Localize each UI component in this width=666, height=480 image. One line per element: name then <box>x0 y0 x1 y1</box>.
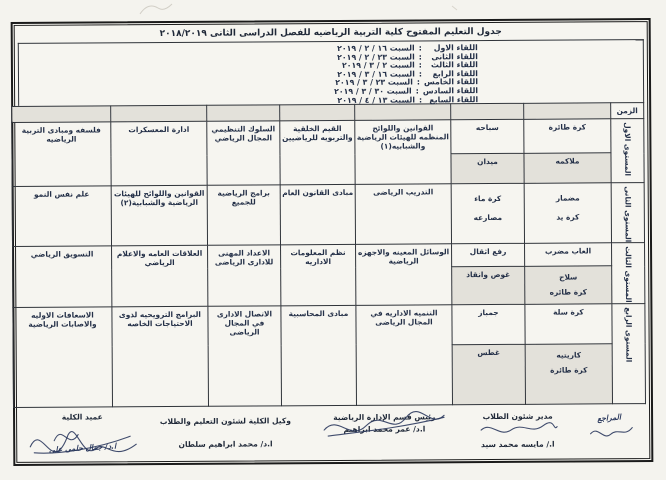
sport-cell: جمباز <box>452 304 525 344</box>
subject-cell: برامج الرياضية للجميع <box>207 185 280 246</box>
meeting-date-line: اللقاء الخامس:السبت ٢٣ / ٣ / ٢٠١٩ <box>335 77 479 88</box>
meeting-label: اللقاء السادس <box>422 86 479 96</box>
signature-title: وكيل الكلية لشئون التعليم والطلاب <box>159 415 291 426</box>
meeting-dates-panel <box>18 39 644 106</box>
header-cell <box>111 105 207 122</box>
level-4-label: المستوى الرابع <box>612 303 646 403</box>
subject-cell: الاسعافات الاوليه والاصابات الرياضية <box>13 306 113 407</box>
signature-name: ا.د/ عمر محمد ابراهيم <box>343 424 426 434</box>
signature-name: ا.د/ جمال حلمى على <box>48 441 117 455</box>
sport-cell: غوص وانقاذ <box>452 266 525 304</box>
header-cell <box>451 103 524 119</box>
signature-title: مدير شئون الطلاب <box>482 411 553 421</box>
meeting-date-line: اللقاء السادس:السبت ٣٠ / ٣ / ٢٠١٩ <box>334 86 479 96</box>
subject-cell: نظم المعلومات الاداريه <box>281 244 356 305</box>
signature-name: ا.د/ محمد ابراهيم سلطان <box>178 438 273 449</box>
subject-cell: التسويق الرياضي <box>13 246 112 307</box>
header-cell <box>524 103 611 120</box>
header-cell <box>12 106 111 123</box>
meeting-date: السبت ١٦ / ٣ / ٢٠١٩ <box>337 69 415 79</box>
meeting-date: السبت ٣٠ / ٣ / ٢٠١٩ <box>334 86 412 96</box>
meeting-date-line: اللقاء الرابع:السبت ١٦ / ٣ / ٢٠١٩ <box>337 68 479 79</box>
signature-scribble <box>475 420 561 435</box>
signature-dean <box>24 412 141 453</box>
meeting-label: اللقاء السابع <box>429 94 479 104</box>
signature-department-head <box>316 412 452 434</box>
signatures-row <box>20 404 646 480</box>
signature-scribble <box>583 420 636 440</box>
signature-vice-dean <box>142 416 308 449</box>
sport-cell: مضمار كرة يد <box>524 183 611 244</box>
sport-cell: سباحه <box>451 119 524 153</box>
sport-cell: ملاكمه <box>524 153 611 184</box>
page-title: جدول التعليم المفتوح كلية التربية الرياضيه للفصل الدراسى الثانى ٢٠١٨/٢٠١٩ <box>159 26 502 40</box>
level-1-row <box>12 119 644 157</box>
meeting-date: السبت ٢٣ / ٣ / ٢٠١٩ <box>335 77 413 88</box>
meeting-date: السبت ٢٣ / ٢ / ٢٠١٩ <box>337 52 415 62</box>
subject-cell: التنميه الاداريه في المجال الرياضى <box>356 304 453 405</box>
subject-cell: القوانين واللوائح المنظمه للهيئات الرياضية والشبابيه(١) <box>355 120 451 185</box>
sport-cell: كرة سلة <box>525 303 612 344</box>
meeting-date-line: اللقاء السابع:السبت ١٣ / ٤ / ٢٠١٩ <box>337 94 479 105</box>
sport-cell: غطس <box>452 344 525 404</box>
schedule-table <box>11 102 646 407</box>
subject-cell: البرامج الترويحيه لذوى الاحتياجات الخاصه <box>112 306 209 407</box>
subject-cell: السلوك التنظيمي المجال الرياضي <box>207 121 280 185</box>
subject-cell: القوانين واللوائح للهيئات الرياضية والشبابية(٢) <box>111 185 207 246</box>
subject-cell: فلسفه ومبادى التربية الرياضيه <box>12 122 111 187</box>
meeting-label: اللقاء الخامس <box>423 77 479 87</box>
level-2-label: المستوى الثانى <box>611 183 644 243</box>
subject-cell: التدريب الرياضى <box>355 184 451 245</box>
signature-title: رئيس قسم الإدارة الرياضية <box>333 411 436 422</box>
sport-cell: سلاح كرة طائره <box>525 266 612 304</box>
sport-cell: العاب مضرب <box>525 243 612 266</box>
subject-cell: ادارة المعسكرات <box>111 121 207 186</box>
sport-cell: كاريتيه كرة طائرة <box>525 343 612 404</box>
header-cell <box>355 104 451 121</box>
meeting-date-line: اللقاء الثانى:السبت ٢٣ / ٢ / ٢٠١٩ <box>337 51 478 62</box>
meeting-date: السبت ٢ / ٣ / ٢٠١٩ <box>341 60 415 71</box>
page-border <box>11 18 654 466</box>
sport-cell: رفع اثقال <box>452 243 525 266</box>
meeting-date: السبت ١٣ / ٤ / ٢٠١٩ <box>337 95 416 105</box>
signature-reviewer <box>578 411 641 443</box>
subject-cell: الاعداد المهنى للادارى الرياضى <box>208 245 281 306</box>
subject-cell: مبادى المحاسبية <box>281 305 357 405</box>
sport-cell: كرة ماء مصارعه <box>451 183 524 244</box>
meeting-date-line: اللقاء الاول:السبت ١٦ / ٢ / ٢٠١٩ <box>337 43 478 53</box>
signature-student-affairs <box>462 411 573 449</box>
meeting-label: اللقاء الاول <box>433 43 478 53</box>
subject-cell: علم نفس النمو <box>12 186 111 247</box>
signature-title: عميد الكلية <box>61 412 103 422</box>
signature-name: ا./ مايسه محمد سيد <box>481 439 555 449</box>
header-cell <box>207 105 280 121</box>
sport-cell: ميدان <box>451 153 524 183</box>
level-3-label: المستوى الثالث <box>612 243 645 304</box>
meeting-label: اللقاء الثانى <box>431 51 478 61</box>
page-inner-border <box>14 21 651 463</box>
sport-cell: كرة طائرة <box>524 119 611 154</box>
meeting-date-line: اللقاء الثالث:السبت ٢ / ٣ / ٢٠١٩ <box>341 60 478 71</box>
meeting-label: اللقاء الرابع <box>432 68 479 79</box>
subject-cell: الاتصال الادارى في المجال الرياضى <box>208 305 282 405</box>
meeting-label: اللقاء الثالث <box>430 60 478 70</box>
level-2-row <box>12 183 644 247</box>
signature-title: المراجع <box>596 412 622 423</box>
subject-cell: العلاقات العامه والاعلام الرياضي <box>112 245 208 306</box>
subject-cell: الوسائل المعينه والاجهزه الرياضية <box>356 244 452 305</box>
time-column-header: الزمن <box>611 103 644 119</box>
header-cell <box>280 104 355 120</box>
meeting-date: السبت ١٦ / ٢ / ٢٠١٩ <box>337 43 415 53</box>
subject-cell: القيم الخلقية والتربويه للرياضيين <box>280 120 355 184</box>
level-1-label: المستوى الاول <box>611 119 644 183</box>
level-4-row <box>13 303 645 347</box>
subject-cell: مبادى القانون العام <box>280 184 355 245</box>
